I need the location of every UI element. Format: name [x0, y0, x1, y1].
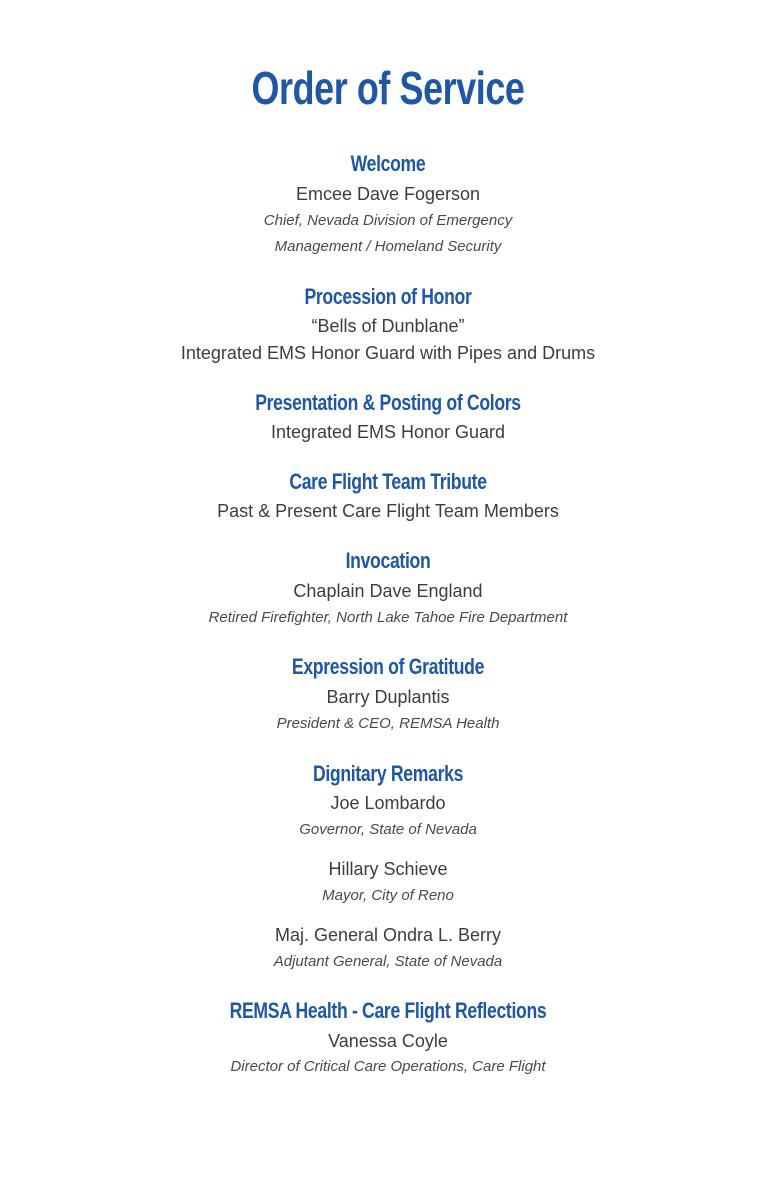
speaker-role: Retired Firefighter, North Lake Tahoe Fire Department — [208, 609, 568, 626]
speaker-name: Hillary Schieve — [328, 859, 448, 879]
section-heading: Welcome — [350, 151, 426, 176]
speaker-role: Adjutant General, State of Nevada — [273, 953, 503, 970]
section-heading: REMSA Health - Care Flight Reflections — [229, 998, 547, 1023]
performer-name: Integrated EMS Honor Guard with Pipes and Drums — [180, 343, 596, 363]
section-heading: Care Flight Team Tribute — [289, 469, 487, 494]
speaker-role: Governor, State of Nevada — [299, 821, 477, 838]
performer-name: Past & Present Care Flight Team Members — [217, 501, 559, 521]
speaker-role: Management / Homeland Security — [274, 238, 502, 255]
speaker-name: Maj. General Ondra L. Berry — [274, 925, 502, 945]
speaker-name: Barry Duplantis — [326, 687, 450, 707]
speaker-role: President & CEO, REMSA Health — [276, 715, 500, 732]
section-heading: Dignitary Remarks — [312, 761, 464, 786]
speaker-name: Joe Lombardo — [330, 793, 446, 813]
performer-name: Integrated EMS Honor Guard — [270, 422, 506, 442]
speaker-name: Emcee Dave Fogerson — [295, 184, 481, 204]
speaker-role: Director of Critical Care Operations, Care Flight — [230, 1058, 546, 1075]
section-heading: Presentation & Posting of Colors — [255, 390, 521, 415]
section-heading: Invocation — [345, 548, 431, 573]
speaker-name: Vanessa Coyle — [328, 1031, 448, 1051]
speaker-role: Chief, Nevada Division of Emergency — [263, 212, 513, 229]
speaker-role: Mayor, City of Reno — [322, 887, 454, 904]
section-heading: Expression of Gratitude — [291, 654, 485, 679]
music-title: “Bells of Dunblane” — [311, 316, 465, 336]
section-heading: Procession of Honor — [304, 284, 472, 309]
speaker-name: Chaplain Dave England — [293, 581, 483, 601]
page-title: Order of Service — [251, 62, 525, 114]
